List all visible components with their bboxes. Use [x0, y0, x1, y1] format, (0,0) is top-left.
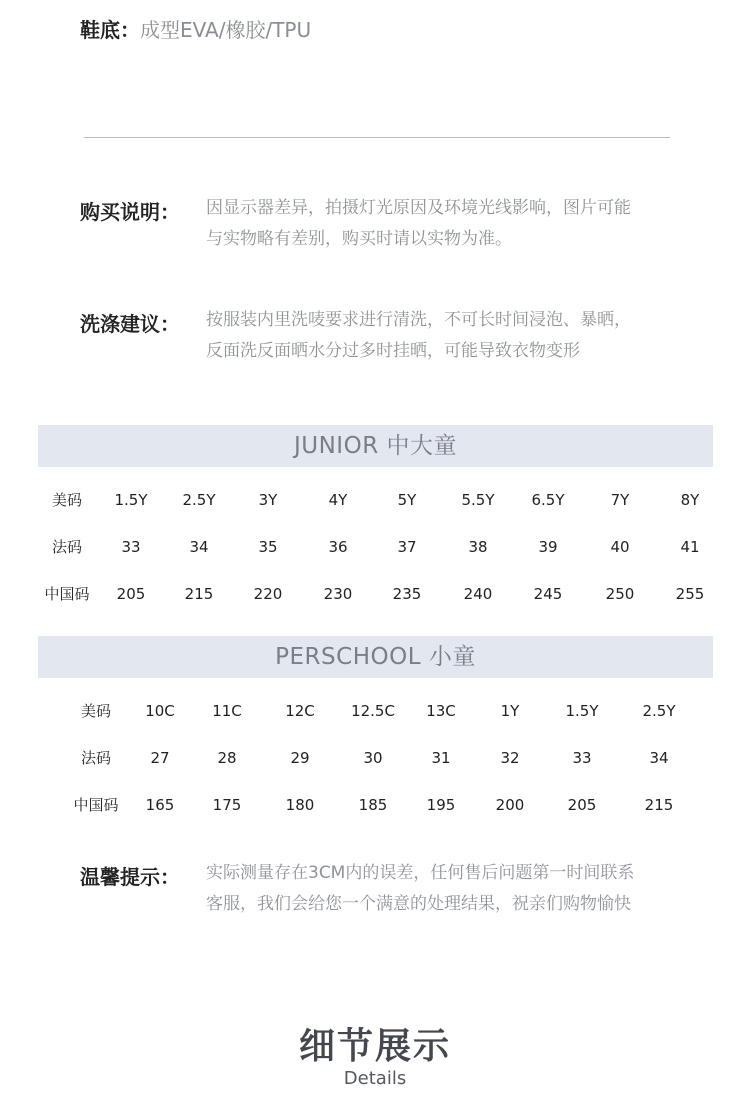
- size-cell: 38: [468, 538, 488, 556]
- size-row-label: 美码: [80, 702, 112, 720]
- details-title: 细节展示: [298, 1026, 451, 1067]
- size-cell: 8Y: [680, 491, 700, 509]
- size-cell: 27: [150, 749, 170, 767]
- size-cell: 29: [290, 749, 310, 767]
- size-cell: 185: [358, 796, 388, 814]
- size-cell: 205: [567, 796, 597, 814]
- size-cell: 245: [533, 585, 563, 603]
- size-row-label: 法码: [51, 538, 83, 556]
- size-cell: 235: [392, 585, 422, 603]
- us-size-row: [0, 700, 750, 722]
- tip-note-line-1: 实际测量存在3CM内的误差，任何售后问题第一时间联系: [206, 863, 635, 883]
- size-cell: 12C: [285, 702, 315, 720]
- size-cell: 2.5Y: [642, 702, 676, 720]
- size-cell: 30: [363, 749, 383, 767]
- size-row-label: 中国码: [44, 585, 90, 603]
- wash-note-line-2: 反面洗反面晒水分过多时挂晒，可能导致衣物变形: [206, 341, 580, 361]
- size-cell: 11C: [212, 702, 242, 720]
- wash-note-label: 洗涤建议：: [80, 312, 180, 336]
- size-cell: 5Y: [397, 491, 417, 509]
- eu-size-row: [0, 747, 750, 769]
- size-cell: 230: [323, 585, 353, 603]
- cn-size-row: [0, 794, 750, 816]
- size-cell: 33: [121, 538, 141, 556]
- size-cell: 215: [184, 585, 214, 603]
- size-row-label: 法码: [80, 749, 112, 767]
- size-cell: 39: [538, 538, 558, 556]
- size-cell: 10C: [145, 702, 175, 720]
- tip-note-label: 温馨提示：: [80, 865, 180, 889]
- size-cell: 2.5Y: [182, 491, 216, 509]
- preschool-size-title: PERSCHOOL 小童: [275, 644, 476, 670]
- size-cell: 3Y: [258, 491, 278, 509]
- size-cell: 250: [605, 585, 635, 603]
- size-row-label: 中国码: [73, 796, 119, 814]
- purchase-note-line-1: 因显示器差异，拍摄灯光原因及环境光线影响，图片可能: [206, 198, 631, 218]
- size-cell: 34: [189, 538, 209, 556]
- size-cell: 32: [500, 749, 520, 767]
- sole-label: 鞋底：: [80, 18, 140, 42]
- size-cell: 175: [212, 796, 242, 814]
- size-cell: 28: [217, 749, 237, 767]
- sole-value: 成型EVA/橡胶/TPU: [140, 18, 312, 42]
- junior-size-title: JUNIOR 中大童: [293, 433, 457, 459]
- size-cell: 37: [397, 538, 417, 556]
- size-cell: 41: [680, 538, 700, 556]
- size-cell: 180: [285, 796, 315, 814]
- purchase-note-label: 购买说明：: [80, 200, 180, 224]
- purchase-note-line-2: 与实物略有差别，购买时请以实物为准。: [206, 229, 512, 249]
- size-cell: 7Y: [610, 491, 630, 509]
- size-cell: 215: [644, 796, 674, 814]
- size-cell: 1Y: [500, 702, 520, 720]
- size-row-label: 美码: [51, 491, 83, 509]
- size-cell: 33: [572, 749, 592, 767]
- size-cell: 200: [495, 796, 525, 814]
- size-cell: 34: [649, 749, 669, 767]
- size-cell: 1.5Y: [565, 702, 599, 720]
- size-cell: 4Y: [328, 491, 348, 509]
- details-subtitle: Details: [343, 1068, 407, 1089]
- size-cell: 220: [253, 585, 283, 603]
- size-cell: 165: [145, 796, 175, 814]
- size-cell: 205: [116, 585, 146, 603]
- size-cell: 35: [258, 538, 278, 556]
- size-cell: 5.5Y: [461, 491, 495, 509]
- size-cell: 240: [463, 585, 493, 603]
- wash-note-line-1: 按服装内里洗唛要求进行清洗，不可长时间浸泡、暴晒，: [206, 310, 631, 330]
- size-cell: 36: [328, 538, 348, 556]
- size-cell: 6.5Y: [531, 491, 565, 509]
- tip-note-text: [206, 858, 726, 920]
- size-cell: 31: [431, 749, 451, 767]
- size-cell: 195: [426, 796, 456, 814]
- size-cell: 1.5Y: [114, 491, 148, 509]
- size-cell: 13C: [426, 702, 456, 720]
- size-cell: 255: [675, 585, 705, 603]
- size-cell: 12.5C: [351, 702, 395, 720]
- size-cell: 40: [610, 538, 630, 556]
- tip-note-line-2: 客服，我们会给您一个满意的处理结果，祝亲们购物愉快: [206, 894, 631, 914]
